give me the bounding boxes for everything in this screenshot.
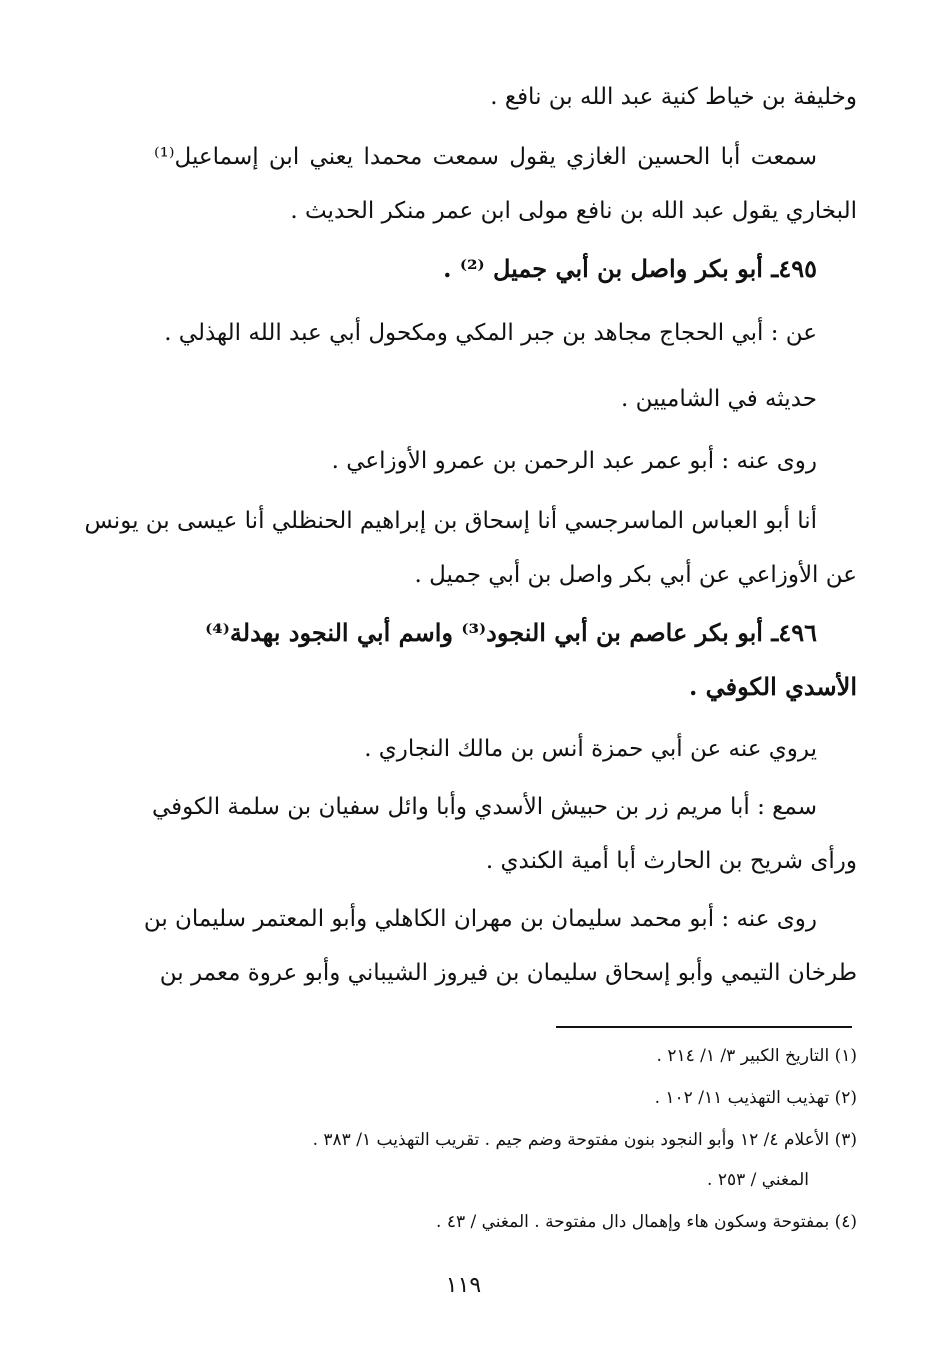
text-line-12: روى عنه : أبو محمد سليمان بن مهران الكاهلي وأبو المعتمر سليمان بن [143,906,817,932]
entry-heading-496-cont: الأسدي الكوفي . [688,672,857,701]
text-line-3: البخاري يقول عبد الله بن نافع مولى ابن عمر منكر الحديث . [290,198,857,224]
page-number: ١١٩ [445,1273,482,1298]
text-line-4: عن : أبي الحجاج مجاهد بن جبر المكي ومكحول أبي عبد الله الهذلي . [164,320,817,346]
text-line-13: طرخان التيمي وأبو إسحاق سليمان بن فيروز الشيباني وأبو عروة معمر بن [159,960,857,986]
text-line-2: سمعت أبا الحسين الغازي يقول سمعت محمدا يعني ابن إسماعيل⁽¹⁾ [154,144,817,170]
text-line-10: سمع : أبا مريم زر بن حبيش الأسدي وأبا وائل سفيان بن سلمة الكوفي [151,794,817,820]
text-line-7: أنا أبو العباس الماسرجسي أنا إسحاق بن إبراهيم الحنظلي أنا عيسى بن يونس [84,508,817,534]
footnote-3-cont: المغني / ٢٥٣ . [707,1170,809,1190]
text-line-5: حديثه في الشاميين . [620,386,817,412]
footnote-1: (١) التاريخ الكبير ٣/ ١/ ٢١٤ . [656,1046,857,1066]
footnote-2: (٢) تهذيب التهذيب ١١/ ١٠٢ . [654,1088,857,1108]
footnote-4: (٤) بمفتوحة وسكون هاء وإهمال دال مفتوحة . المغني / ٤٣ . [436,1212,857,1232]
entry-heading-495: ٤٩٥ـ أبو بكر واصل بن أبي جميل ⁽²⁾ . [443,254,817,283]
entry-heading-496: ٤٩٦ـ أبو بكر عاصم بن أبي النجود⁽³⁾ واسم أبي النجود بهدلة⁽⁴⁾ [205,618,817,647]
text-line-1: وخليفة بن خياط كنية عبد الله بن نافع . [490,84,857,110]
text-line-9: يروي عنه عن أبي حمزة أنس بن مالك النجاري . [364,736,817,762]
footnote-separator [556,1026,852,1028]
text-line-8: عن الأوزاعي عن أبي بكر واصل بن أبي جميل . [414,562,857,588]
footnote-3: (٣) الأعلام ٤/ ١٢ وأبو النجود بنون مفتوحة وضم جيم . تقريب التهذيب ١/ ٣٨٣ . [312,1130,857,1150]
text-line-11: ورأى شريح بن الحارث أبا أمية الكندي . [485,848,857,874]
text-line-6: روى عنه : أبو عمر عبد الرحمن بن عمرو الأوزاعي . [331,448,817,474]
